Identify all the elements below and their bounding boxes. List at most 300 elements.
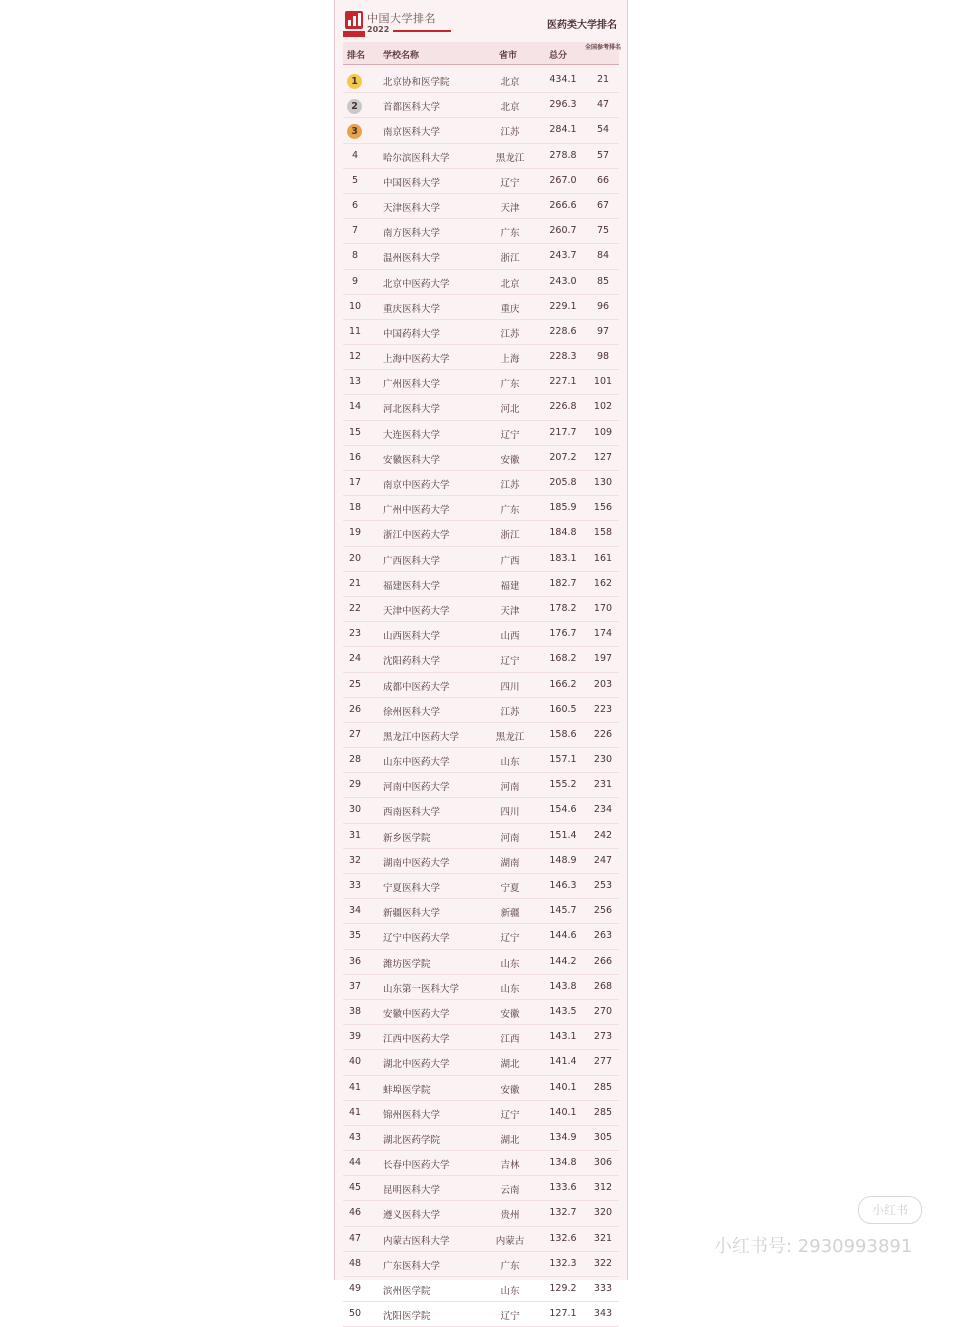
table-row <box>343 975 619 1000</box>
score-cell: 143.5 <box>549 1005 577 1017</box>
province-cell: 河南 <box>500 832 520 844</box>
table-row <box>343 798 619 823</box>
header-name: 学校名称 <box>383 51 420 61</box>
score-cell: 144.2 <box>549 955 577 967</box>
national-rank-cell: 158 <box>593 527 613 539</box>
table-row <box>343 118 619 143</box>
school-name-cell: 滨州医学院 <box>383 1286 431 1297</box>
score-cell: 226.8 <box>549 401 577 413</box>
score-cell: 132.7 <box>549 1207 577 1219</box>
score-cell: 148.9 <box>549 854 577 866</box>
national-rank-cell: 109 <box>593 426 613 438</box>
province-cell: 安徽 <box>500 454 520 466</box>
table-row <box>343 421 619 446</box>
rank-cell: 17 <box>348 477 362 488</box>
rank-cell: 24 <box>348 653 362 665</box>
rank-cell: 6 <box>351 199 359 211</box>
rank-cell: 37 <box>348 980 362 992</box>
ranking-panel <box>334 0 628 1323</box>
national-rank-cell: 66 <box>596 174 610 186</box>
score-cell: 155.2 <box>549 779 577 791</box>
table-row <box>343 924 619 949</box>
province-cell: 宁夏 <box>500 883 520 894</box>
table-row <box>343 899 619 924</box>
score-cell: 205.8 <box>549 477 577 488</box>
school-name-cell: 长春中医药大学 <box>383 1160 450 1172</box>
school-name-cell: 温州医科大学 <box>383 253 441 265</box>
national-rank-cell: 270 <box>593 1005 613 1017</box>
school-name-cell: 安徽医科大学 <box>383 454 441 466</box>
school-name-cell: 广州医科大学 <box>383 379 441 391</box>
rank-cell: 30 <box>348 804 362 816</box>
school-name-cell: 广州中医药大学 <box>383 505 450 517</box>
national-rank-cell: 285 <box>593 1106 613 1118</box>
table-row <box>343 169 619 194</box>
table-row <box>343 1151 619 1176</box>
rank-cell: 5 <box>351 174 359 186</box>
national-rank-cell: 273 <box>593 1031 613 1043</box>
score-cell: 134.8 <box>549 1157 577 1169</box>
score-cell: 146.3 <box>549 880 577 891</box>
table-row <box>343 194 619 219</box>
table-row <box>343 1000 619 1025</box>
score-cell: 229.1 <box>549 300 577 312</box>
table-row <box>343 698 619 723</box>
table-row <box>343 874 619 899</box>
province-cell: 安徽 <box>500 1008 520 1020</box>
table-row <box>343 647 619 672</box>
table-row <box>343 748 619 773</box>
school-name-cell: 天津中医药大学 <box>383 605 450 617</box>
national-rank-cell: 84 <box>596 250 610 262</box>
brand-year: 2022 <box>367 25 390 34</box>
rank-cell: 29 <box>348 779 362 791</box>
national-rank-cell: 263 <box>593 930 613 942</box>
rank-cell: 12 <box>348 351 362 363</box>
national-rank-cell: 231 <box>593 779 613 791</box>
table-row <box>343 521 619 546</box>
rank-cell: 9 <box>351 275 359 287</box>
table-row <box>343 68 619 93</box>
school-name-cell: 北京中医药大学 <box>383 278 450 290</box>
logo-ribbon <box>343 31 365 37</box>
province-cell: 天津 <box>500 605 520 617</box>
province-cell: 浙江 <box>500 530 520 542</box>
national-rank-cell: 322 <box>593 1257 613 1269</box>
score-cell: 140.1 <box>549 1081 577 1093</box>
table-row <box>343 345 619 370</box>
brand-title: 中国大学排名 <box>367 12 436 25</box>
national-rank-cell: 247 <box>593 854 613 866</box>
table-row <box>343 1302 619 1327</box>
header-province: 省市 <box>499 51 518 61</box>
national-rank-cell: 85 <box>596 275 610 287</box>
score-cell: 178.2 <box>549 602 577 614</box>
national-rank-cell: 98 <box>596 351 610 363</box>
province-cell: 贵州 <box>500 1210 520 1222</box>
school-name-cell: 湖北中医药大学 <box>383 1059 450 1071</box>
province-cell: 江苏 <box>500 328 520 340</box>
score-cell: 176.7 <box>549 628 577 640</box>
table-row <box>343 1252 619 1277</box>
header-national-rank: 全国参考排名 <box>585 44 622 51</box>
rank-cell: 44 <box>348 1157 362 1169</box>
national-rank-cell: 277 <box>593 1056 613 1068</box>
school-name-cell: 天津医科大学 <box>383 202 441 214</box>
national-rank-cell: 223 <box>593 703 613 715</box>
table-row <box>343 270 619 295</box>
national-rank-cell: 197 <box>593 653 613 665</box>
province-cell: 黑龙江 <box>495 152 525 164</box>
rank-cell: 48 <box>348 1257 362 1269</box>
national-rank-cell: 57 <box>596 149 610 161</box>
school-name-cell: 锦州医科大学 <box>383 1109 441 1121</box>
school-name-cell: 广东医科大学 <box>383 1260 441 1272</box>
province-cell: 浙江 <box>500 253 520 265</box>
school-name-cell: 辽宁中医药大学 <box>383 933 450 945</box>
school-name-cell: 遵义医科大学 <box>383 1210 441 1222</box>
province-cell: 湖北 <box>500 1134 520 1146</box>
school-name-cell: 徐州医科大学 <box>383 706 441 718</box>
score-cell: 266.6 <box>549 199 577 211</box>
province-cell: 山东 <box>500 757 520 769</box>
national-rank-cell: 253 <box>593 880 613 891</box>
score-cell: 243.7 <box>549 250 577 262</box>
rank-cell: 27 <box>348 728 362 740</box>
score-cell: 260.7 <box>549 225 577 237</box>
rank-cell: 41 <box>348 1106 362 1118</box>
table-row <box>343 370 619 395</box>
score-cell: 134.9 <box>549 1131 577 1143</box>
province-cell: 辽宁 <box>500 429 520 441</box>
national-rank-cell: 54 <box>596 124 610 136</box>
province-cell: 辽宁 <box>500 1311 520 1323</box>
score-cell: 166.2 <box>549 678 577 690</box>
score-cell: 243.0 <box>549 275 577 287</box>
rank-cell: 18 <box>348 502 362 514</box>
score-cell: 132.3 <box>549 1257 577 1269</box>
national-rank-cell: 96 <box>596 300 610 312</box>
table-row <box>343 1076 619 1101</box>
rank-cell: 15 <box>348 426 362 438</box>
table-row <box>343 219 619 244</box>
rank-cell: 26 <box>348 703 362 715</box>
province-cell: 北京 <box>500 278 520 290</box>
school-name-cell: 南方医科大学 <box>383 228 441 240</box>
school-name-cell: 安徽中医药大学 <box>383 1008 450 1020</box>
national-rank-cell: 242 <box>593 829 613 841</box>
rank-cell: 39 <box>348 1031 362 1043</box>
school-name-cell: 湖南中医药大学 <box>383 857 450 869</box>
province-cell: 天津 <box>500 202 520 214</box>
school-name-cell: 山东中医药大学 <box>383 757 450 769</box>
school-name-cell: 山东第一医科大学 <box>383 983 460 995</box>
school-name-cell: 福建医科大学 <box>383 580 441 592</box>
score-cell: 296.3 <box>549 99 577 111</box>
table-row <box>343 295 619 320</box>
score-cell: 143.8 <box>549 980 577 992</box>
school-name-cell: 中国医科大学 <box>383 177 441 189</box>
province-cell: 四川 <box>500 807 520 819</box>
table-row <box>343 1277 619 1302</box>
rank-cell: 31 <box>348 829 362 841</box>
province-cell: 四川 <box>500 681 520 693</box>
score-cell: 133.6 <box>549 1182 577 1194</box>
national-rank-cell: 170 <box>593 602 613 614</box>
score-cell: 207.2 <box>549 451 577 463</box>
table-row <box>343 824 619 849</box>
school-name-cell: 浙江中医药大学 <box>383 530 450 542</box>
school-name-cell: 宁夏医科大学 <box>383 883 441 894</box>
table-row <box>343 244 619 269</box>
national-rank-cell: 127 <box>593 451 613 463</box>
province-cell: 黑龙江 <box>495 731 525 743</box>
province-cell: 安徽 <box>500 1084 520 1096</box>
school-name-cell: 沈阳药科大学 <box>383 656 441 668</box>
national-rank-cell: 333 <box>593 1283 613 1294</box>
ranking-table-body <box>343 68 619 1327</box>
table-row <box>343 93 619 118</box>
rank-cell: 38 <box>348 1005 362 1017</box>
province-cell: 北京 <box>500 102 520 114</box>
score-cell: 143.1 <box>549 1031 577 1043</box>
table-row <box>343 1101 619 1126</box>
national-rank-cell: 343 <box>593 1308 613 1320</box>
rank-cell: 41 <box>348 1081 362 1093</box>
table-header <box>343 42 622 65</box>
school-name-cell: 南京中医药大学 <box>383 480 450 491</box>
province-cell: 江苏 <box>500 706 520 718</box>
rank-cell: 33 <box>348 880 362 891</box>
national-rank-cell: 162 <box>593 577 613 589</box>
brand-underline <box>393 30 451 32</box>
table-row <box>343 1227 619 1252</box>
score-cell: 217.7 <box>549 426 577 438</box>
table-row <box>343 597 619 622</box>
score-cell: 157.1 <box>549 754 577 766</box>
table-row <box>343 723 619 748</box>
list-title: 医药类大学排名 <box>547 20 617 31</box>
header-score: 总分 <box>549 51 568 61</box>
table-row <box>343 547 619 572</box>
school-name-cell: 昆明医科大学 <box>383 1185 441 1197</box>
rank-cell: 23 <box>348 628 362 640</box>
national-rank-cell: 75 <box>596 225 610 237</box>
table-row <box>343 471 619 496</box>
rank-cell: 47 <box>348 1232 362 1244</box>
province-cell: 辽宁 <box>500 1109 520 1121</box>
score-cell: 227.1 <box>549 376 577 388</box>
rank-cell: 43 <box>348 1131 362 1143</box>
province-cell: 内蒙古 <box>495 1235 525 1247</box>
watermark-badge: 小红书 <box>858 1196 922 1224</box>
brand-bar <box>341 6 621 40</box>
rank-cell: 50 <box>348 1308 362 1320</box>
score-cell: 144.6 <box>549 930 577 942</box>
school-name-cell: 潍坊医学院 <box>383 958 431 970</box>
national-rank-cell: 161 <box>593 552 613 564</box>
rank-cell: 13 <box>348 376 362 388</box>
national-rank-cell: 156 <box>593 502 613 514</box>
province-cell: 新疆 <box>500 908 520 920</box>
national-rank-cell: 305 <box>593 1131 613 1143</box>
school-name-cell: 上海中医药大学 <box>383 354 450 366</box>
score-cell: 267.0 <box>549 174 577 186</box>
watermark-text: 小红书号: 2930993891 <box>714 1236 913 1257</box>
header-rank: 排名 <box>347 51 366 61</box>
rank-cell: 49 <box>348 1283 362 1294</box>
province-cell: 上海 <box>500 354 520 366</box>
national-rank-cell: 21 <box>596 74 610 85</box>
rank-cell: 36 <box>348 955 362 967</box>
province-cell: 山西 <box>500 631 520 643</box>
table-row <box>343 1050 619 1075</box>
table-row <box>343 849 619 874</box>
score-cell: 434.1 <box>549 74 577 85</box>
score-cell: 158.6 <box>549 728 577 740</box>
rank-cell: 32 <box>348 854 362 866</box>
school-name-cell: 成都中医药大学 <box>383 681 450 693</box>
school-name-cell: 内蒙古医科大学 <box>383 1235 450 1247</box>
rank-cell: 4 <box>351 149 359 161</box>
medal-icon: 2 <box>347 99 362 114</box>
score-cell: 182.7 <box>549 577 577 589</box>
rank-cell: 14 <box>348 401 362 413</box>
score-cell: 168.2 <box>549 653 577 665</box>
province-cell: 北京 <box>500 77 520 88</box>
rank-cell: 16 <box>348 451 362 463</box>
province-cell: 山东 <box>500 1286 520 1297</box>
province-cell: 吉林 <box>500 1160 520 1172</box>
school-name-cell: 河南中医药大学 <box>383 782 450 794</box>
school-name-cell: 广西医科大学 <box>383 555 441 567</box>
score-cell: 127.1 <box>549 1308 577 1320</box>
national-rank-cell: 101 <box>593 376 613 388</box>
rank-cell: 7 <box>351 225 359 237</box>
score-cell: 151.4 <box>549 829 577 841</box>
medal-icon: 1 <box>347 74 362 89</box>
school-name-cell: 北京协和医学院 <box>383 77 450 88</box>
table-row <box>343 1025 619 1050</box>
province-cell: 广东 <box>500 228 520 240</box>
province-cell: 广东 <box>500 1260 520 1272</box>
national-rank-cell: 321 <box>593 1232 613 1244</box>
table-row <box>343 773 619 798</box>
score-cell: 141.4 <box>549 1056 577 1068</box>
table-row <box>343 622 619 647</box>
province-cell: 山东 <box>500 958 520 970</box>
rank-cell: 22 <box>348 602 362 614</box>
score-cell: 184.8 <box>549 527 577 539</box>
score-cell: 160.5 <box>549 703 577 715</box>
national-rank-cell: 256 <box>593 905 613 917</box>
rank-cell: 25 <box>348 678 362 690</box>
school-name-cell: 西南医科大学 <box>383 807 441 819</box>
rank-cell: 40 <box>348 1056 362 1068</box>
national-rank-cell: 266 <box>593 955 613 967</box>
score-cell: 140.1 <box>549 1106 577 1118</box>
table-row <box>343 950 619 975</box>
school-name-cell: 中国药科大学 <box>383 328 441 340</box>
school-name-cell: 黑龙江中医药大学 <box>383 731 460 743</box>
national-rank-cell: 67 <box>596 199 610 211</box>
school-name-cell: 江西中医药大学 <box>383 1034 450 1046</box>
school-name-cell: 新乡医学院 <box>383 832 431 844</box>
table-row <box>343 572 619 597</box>
national-rank-cell: 234 <box>593 804 613 816</box>
province-cell: 江苏 <box>500 127 520 139</box>
rank-cell: 21 <box>348 577 362 589</box>
score-cell: 278.8 <box>549 149 577 161</box>
rank-cell: 35 <box>348 930 362 942</box>
table-row <box>343 496 619 521</box>
rank-cell: 28 <box>348 754 362 766</box>
national-rank-cell: 230 <box>593 754 613 766</box>
province-cell: 辽宁 <box>500 933 520 945</box>
province-cell: 山东 <box>500 983 520 995</box>
school-name-cell: 新疆医科大学 <box>383 908 441 920</box>
table-row <box>343 395 619 420</box>
national-rank-cell: 174 <box>593 628 613 640</box>
school-name-cell: 湖北医药学院 <box>383 1134 441 1146</box>
national-rank-cell: 102 <box>593 401 613 413</box>
province-cell: 福建 <box>500 580 520 592</box>
school-name-cell: 河北医科大学 <box>383 404 441 416</box>
rank-cell: 45 <box>348 1182 362 1194</box>
rank-cell: 20 <box>348 552 362 564</box>
score-cell: 228.6 <box>549 325 577 337</box>
rank-cell: 34 <box>348 905 362 917</box>
province-cell: 湖北 <box>500 1059 520 1071</box>
national-rank-cell: 47 <box>596 99 610 111</box>
score-cell: 185.9 <box>549 502 577 514</box>
province-cell: 云南 <box>500 1185 520 1197</box>
national-rank-cell: 203 <box>593 678 613 690</box>
rank-cell: 46 <box>348 1207 362 1219</box>
province-cell: 广东 <box>500 379 520 391</box>
school-name-cell: 沈阳医学院 <box>383 1311 431 1323</box>
national-rank-cell: 306 <box>593 1157 613 1169</box>
province-cell: 广东 <box>500 505 520 517</box>
table-row <box>343 1201 619 1226</box>
province-cell: 辽宁 <box>500 177 520 189</box>
province-cell: 河北 <box>500 404 520 416</box>
score-cell: 183.1 <box>549 552 577 564</box>
province-cell: 重庆 <box>500 303 520 315</box>
province-cell: 河南 <box>500 782 520 794</box>
province-cell: 江西 <box>500 1034 520 1046</box>
score-cell: 132.6 <box>549 1232 577 1244</box>
school-name-cell: 哈尔滨医科大学 <box>383 152 450 164</box>
score-cell: 228.3 <box>549 351 577 363</box>
school-name-cell: 南京医科大学 <box>383 127 441 139</box>
national-rank-cell: 312 <box>593 1182 613 1194</box>
national-rank-cell: 320 <box>593 1207 613 1219</box>
school-name-cell: 蚌埠医学院 <box>383 1084 431 1096</box>
province-cell: 广西 <box>500 555 520 567</box>
medal-icon: 3 <box>347 124 362 139</box>
national-rank-cell: 268 <box>593 980 613 992</box>
rank-cell: 19 <box>348 527 362 539</box>
school-name-cell: 重庆医科大学 <box>383 303 441 315</box>
score-cell: 129.2 <box>549 1283 577 1294</box>
table-row <box>343 320 619 345</box>
table-row <box>343 1126 619 1151</box>
rank-cell: 8 <box>351 250 359 262</box>
national-rank-cell: 97 <box>596 325 610 337</box>
province-cell: 辽宁 <box>500 656 520 668</box>
school-name-cell: 首都医科大学 <box>383 102 441 114</box>
